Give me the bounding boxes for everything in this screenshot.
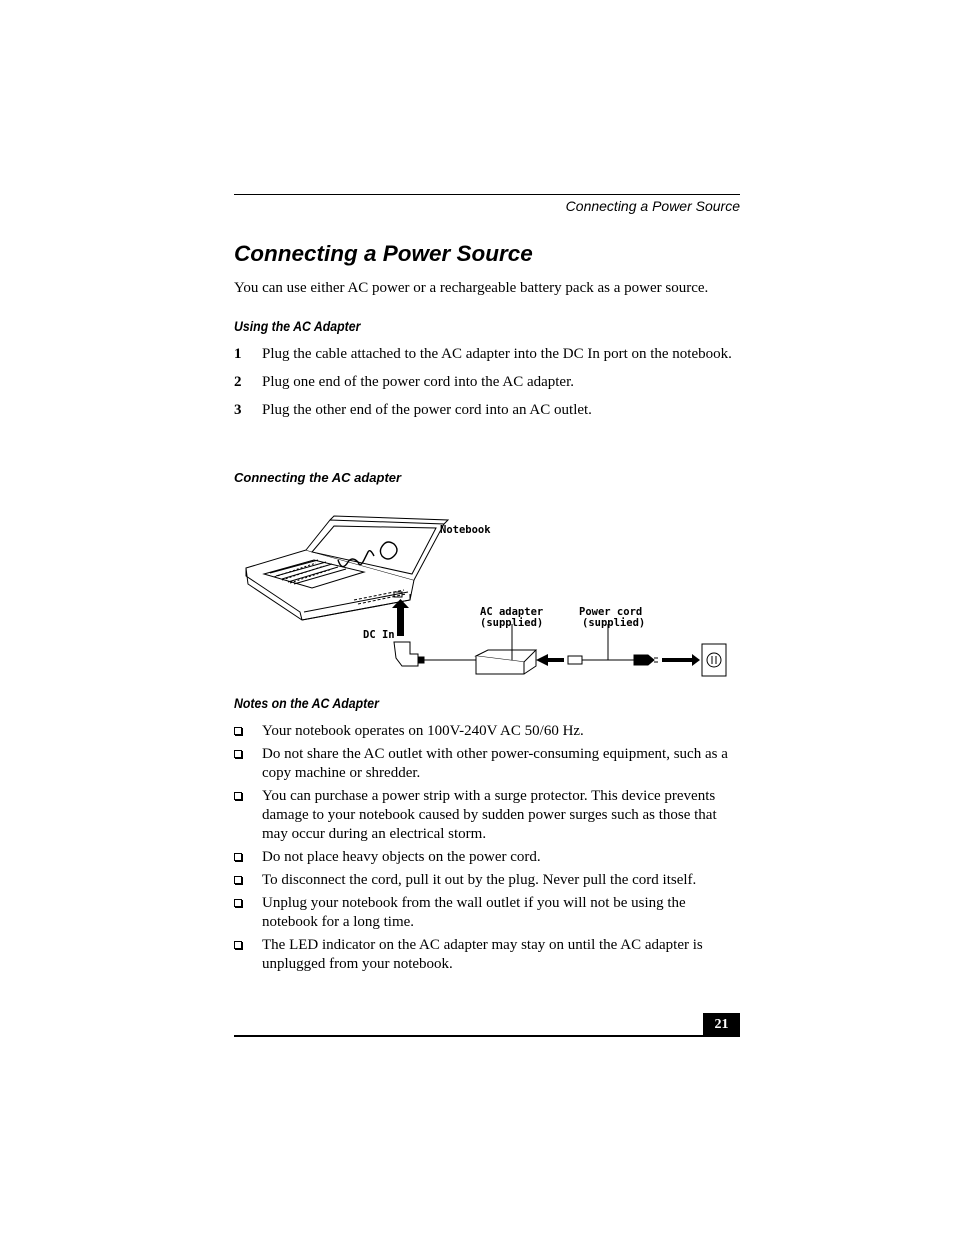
- step-text: Plug the other end of the power cord into an AC outlet.: [262, 402, 592, 418]
- step-text: Plug one end of the power cord into the AC adapter.: [262, 374, 575, 390]
- checkbox-bullet-icon: [234, 853, 242, 861]
- note-text: The LED indicator on the AC adapter may stay on until the AC adapter is unplugged from your notebook.: [262, 937, 703, 972]
- label-power-cord-line1: Power cord: [579, 606, 643, 618]
- step-item: [234, 373, 740, 392]
- note-text: You can purchase a power strip with a surge protector. This device prevents damage to your notebook caused by sudden power surges such as those that may occur during an electrical storm.: [262, 788, 717, 842]
- note-item: [234, 848, 740, 867]
- figure-caption: Connecting the AC adapter: [234, 470, 402, 485]
- note-text: Unplug your notebook from the wall outlet if you will not be using the notebook for a long time.: [262, 895, 686, 930]
- checkbox-bullet-icon: [234, 876, 242, 884]
- notebook-illustration: [246, 516, 448, 620]
- notes-list: [234, 722, 740, 978]
- note-text: Do not place heavy objects on the power cord.: [262, 849, 541, 865]
- dc-plug-illustration: [394, 642, 424, 666]
- ac-adapter-diagram: [234, 500, 740, 680]
- checkbox-bullet-icon: [234, 750, 242, 758]
- running-head: Connecting a Power Source: [565, 198, 740, 214]
- checkbox-bullet-icon: [234, 727, 242, 735]
- label-power-cord-line2: (supplied): [582, 617, 646, 629]
- label-ac-adapter-line2: (supplied): [480, 617, 544, 629]
- step-number: 2: [234, 374, 242, 390]
- step-text: Plug the cable attached to the AC adapter into the DC In port on the notebook.: [262, 346, 732, 362]
- page-number: 21: [703, 1013, 740, 1036]
- step-number: 1: [234, 346, 242, 362]
- note-item: [234, 745, 740, 783]
- label-dc-in: DC In: [363, 629, 395, 641]
- intro-paragraph: You can use either AC power or a rechargeable battery pack as a power source.: [234, 280, 709, 296]
- checkbox-bullet-icon: [234, 899, 242, 907]
- section-heading-ac-adapter: Using the AC Adapter: [234, 318, 361, 334]
- ac-adapter-illustration: [476, 624, 536, 674]
- step-number: 3: [234, 402, 242, 418]
- steps-list: [234, 345, 740, 429]
- checkbox-bullet-icon: [234, 941, 242, 949]
- page-title: Connecting a Power Source: [234, 241, 533, 266]
- step-item: [234, 345, 740, 364]
- power-cord-connector: [568, 624, 658, 665]
- outlet-arrow: [662, 654, 700, 666]
- label-ac-adapter-line1: AC adapter: [480, 606, 544, 618]
- wall-outlet-icon: [702, 644, 726, 676]
- note-text: Do not share the AC outlet with other power-consuming equipment, such as a copy machine or shredder.: [262, 746, 728, 781]
- note-item: [234, 871, 740, 890]
- note-item: [234, 936, 740, 974]
- section-heading-notes: Notes on the AC Adapter: [234, 695, 379, 711]
- note-text: To disconnect the cord, pull it out by the plug. Never pull the cord itself.: [262, 872, 697, 888]
- step-item: [234, 401, 740, 420]
- header-rule: [234, 194, 740, 195]
- label-notebook: Notebook: [440, 524, 491, 536]
- checkbox-bullet-icon: [234, 792, 242, 800]
- note-item: [234, 894, 740, 932]
- note-text: Your notebook operates on 100V-240V AC 50/60 Hz.: [262, 723, 584, 739]
- note-item: [234, 722, 740, 741]
- adapter-connection-arrow: [536, 654, 564, 666]
- footer-rule: [234, 1035, 740, 1037]
- note-item: [234, 787, 740, 844]
